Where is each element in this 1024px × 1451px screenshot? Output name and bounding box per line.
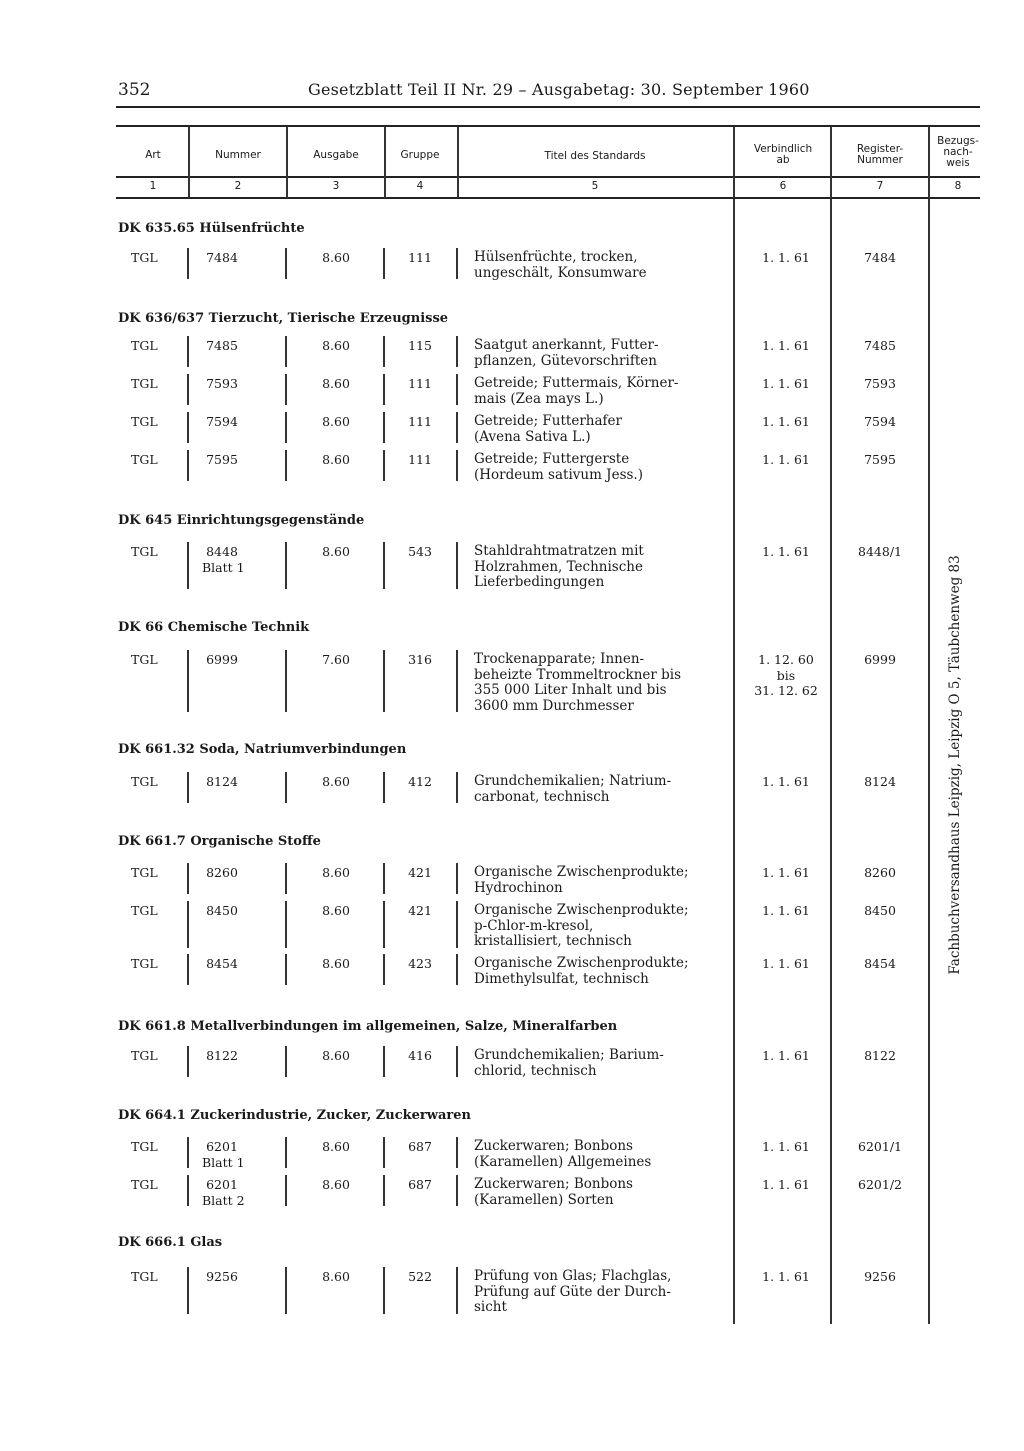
ausgabe-cell: 8.60	[322, 865, 350, 880]
titel-cell: Stahldrahtmatratzen mit Holzrahmen, Technische Lieferbedingungen	[474, 543, 644, 590]
nummer-cell: 8260	[206, 865, 238, 880]
separator-bar	[285, 412, 287, 443]
separator-bar	[383, 450, 385, 481]
separator-bar	[187, 901, 189, 948]
nummer-cell: 7595	[206, 452, 238, 467]
separator-bar	[285, 1267, 287, 1314]
art-cell: TGL	[131, 376, 158, 391]
column-separator	[384, 126, 386, 198]
register-cell: 9256	[864, 1269, 896, 1284]
verbindlich-cell: 1. 1. 61	[762, 1048, 810, 1063]
titel-cell: Zuckerwaren; Bonbons (Karamellen) Allgemeines	[474, 1138, 652, 1170]
art-cell: TGL	[131, 338, 158, 353]
column-number-5: 5	[591, 180, 599, 192]
separator-bar	[383, 336, 385, 367]
verbindlich-cell: 1. 1. 61	[762, 1269, 810, 1284]
column-rule	[928, 199, 930, 1324]
nummer-cell: 7593	[206, 376, 238, 391]
separator-bar	[383, 542, 385, 589]
verbindlich-cell: 1. 1. 61	[762, 774, 810, 789]
separator-bar	[456, 248, 458, 279]
register-cell: 7484	[864, 250, 896, 265]
verbindlich-cell: 1. 1. 61	[762, 376, 810, 391]
ausgabe-cell: 8.60	[322, 1139, 350, 1154]
ausgabe-cell: 8.60	[322, 414, 350, 429]
verbindlich-cell: 1. 1. 61	[762, 452, 810, 467]
register-cell: 8454	[864, 956, 896, 971]
column-header-4: Gruppe	[400, 149, 440, 161]
art-cell: TGL	[131, 1269, 158, 1284]
separator-bar	[187, 650, 189, 712]
register-cell: 7593	[864, 376, 896, 391]
column-number-4: 4	[416, 180, 424, 192]
separator-bar	[187, 1175, 189, 1206]
verbindlich-cell: 1. 1. 61	[762, 1177, 810, 1192]
verbindlich-cell: 1. 1. 61	[762, 956, 810, 971]
separator-bar	[285, 863, 287, 894]
titel-cell: Getreide; Futterhafer (Avena Sativa L.)	[474, 413, 622, 445]
separator-bar	[383, 1137, 385, 1168]
table-head-bottom-rule	[116, 197, 980, 199]
separator-bar	[456, 863, 458, 894]
separator-bar	[456, 1137, 458, 1168]
separator-bar	[285, 650, 287, 712]
art-cell: TGL	[131, 452, 158, 467]
ausgabe-cell: 8.60	[322, 1048, 350, 1063]
nummer-cell: 8454	[206, 956, 238, 971]
separator-bar	[285, 1046, 287, 1077]
ausgabe-cell: 8.60	[322, 452, 350, 467]
nummer-cell: 8122	[206, 1048, 238, 1063]
titel-cell: Prüfung von Glas; Flachglas, Prüfung auf Güte der Durch- sicht	[474, 1268, 672, 1315]
ausgabe-cell: 8.60	[322, 338, 350, 353]
gruppe-cell: 115	[408, 338, 432, 353]
column-header-5: Titel des Standards	[544, 150, 646, 162]
art-cell: TGL	[131, 956, 158, 971]
verbindlich-cell: 1. 1. 61	[762, 903, 810, 918]
gruppe-cell: 111	[408, 414, 432, 429]
page-title: Gesetzblatt Teil II Nr. 29 – Ausgabetag: 30. September 1960	[308, 80, 810, 99]
register-cell: 8122	[864, 1048, 896, 1063]
table-head-mid-rule	[116, 176, 980, 178]
ausgabe-cell: 7.60	[322, 652, 350, 667]
gruppe-cell: 111	[408, 376, 432, 391]
nummer-cell: 9256	[206, 1269, 238, 1284]
section-title: DK 661.32 Soda, Natriumverbindungen	[118, 742, 407, 757]
art-cell: TGL	[131, 414, 158, 429]
register-cell: 6201/1	[858, 1139, 902, 1154]
register-cell: 7594	[864, 414, 896, 429]
separator-bar	[456, 1267, 458, 1314]
separator-bar	[383, 1267, 385, 1314]
separator-bar	[285, 542, 287, 589]
ausgabe-cell: 8.60	[322, 903, 350, 918]
register-cell: 6201/2	[858, 1177, 902, 1192]
gruppe-cell: 111	[408, 250, 432, 265]
verbindlich-cell: 1. 1. 61	[762, 338, 810, 353]
separator-bar	[187, 336, 189, 367]
verbindlich-cell: 1. 12. 60 bis 31. 12. 62	[754, 652, 818, 698]
column-number-1: 1	[149, 180, 157, 192]
section-title: DK 661.8 Metallverbindungen im allgemeinen, Salze, Mineralfarben	[118, 1019, 618, 1034]
column-number-8: 8	[954, 180, 962, 192]
ausgabe-cell: 8.60	[322, 956, 350, 971]
column-rule	[733, 199, 735, 1324]
nummer-cell: 6201 Blatt 1	[202, 1139, 245, 1170]
column-separator	[457, 126, 459, 198]
titel-cell: Grundchemikalien; Barium- chlorid, technisch	[474, 1047, 664, 1079]
gruppe-cell: 421	[408, 903, 432, 918]
column-number-2: 2	[234, 180, 242, 192]
titel-cell: Hülsenfrüchte, trocken, ungeschält, Konsumware	[474, 249, 647, 281]
gruppe-cell: 421	[408, 865, 432, 880]
separator-bar	[383, 772, 385, 803]
separator-bar	[187, 1046, 189, 1077]
separator-bar	[285, 1175, 287, 1206]
section-title: DK 666.1 Glas	[118, 1235, 223, 1250]
separator-bar	[383, 1046, 385, 1077]
separator-bar	[456, 450, 458, 481]
gruppe-cell: 412	[408, 774, 432, 789]
art-cell: TGL	[131, 1139, 158, 1154]
separator-bar	[456, 772, 458, 803]
column-number-6: 6	[779, 180, 787, 192]
art-cell: TGL	[131, 1177, 158, 1192]
gruppe-cell: 423	[408, 956, 432, 971]
nummer-cell: 8450	[206, 903, 238, 918]
section-title: DK 664.1 Zuckerindustrie, Zucker, Zuckerwaren	[118, 1108, 471, 1123]
register-cell: 8124	[864, 774, 896, 789]
separator-bar	[285, 248, 287, 279]
register-cell: 8450	[864, 903, 896, 918]
separator-bar	[187, 542, 189, 589]
separator-bar	[187, 412, 189, 443]
separator-bar	[285, 1137, 287, 1168]
verbindlich-cell: 1. 1. 61	[762, 414, 810, 429]
separator-bar	[456, 412, 458, 443]
separator-bar	[383, 248, 385, 279]
gruppe-cell: 687	[408, 1139, 432, 1154]
column-number-7: 7	[876, 180, 884, 192]
gruppe-cell: 687	[408, 1177, 432, 1192]
table-head-top-rule	[116, 125, 980, 127]
verbindlich-cell: 1. 1. 61	[762, 865, 810, 880]
separator-bar	[383, 650, 385, 712]
separator-bar	[383, 901, 385, 948]
titel-cell: Getreide; Futtergerste (Hordeum sativum Jess.)	[474, 451, 643, 483]
register-cell: 6999	[864, 652, 896, 667]
register-cell: 7485	[864, 338, 896, 353]
nummer-cell: 7485	[206, 338, 238, 353]
separator-bar	[285, 374, 287, 405]
art-cell: TGL	[131, 903, 158, 918]
art-cell: TGL	[131, 652, 158, 667]
titel-cell: Organische Zwischenprodukte; Dimethylsulfat, technisch	[474, 955, 689, 987]
column-separator	[830, 126, 832, 198]
section-title: DK 645 Einrichtungsgegenstände	[118, 513, 365, 528]
separator-bar	[456, 954, 458, 985]
gruppe-cell: 543	[408, 544, 432, 559]
column-header-3: Ausgabe	[313, 149, 359, 161]
ausgabe-cell: 8.60	[322, 1269, 350, 1284]
separator-bar	[285, 772, 287, 803]
separator-bar	[456, 901, 458, 948]
separator-bar	[187, 1137, 189, 1168]
separator-bar	[456, 1046, 458, 1077]
separator-bar	[456, 650, 458, 712]
nummer-cell: 6999	[206, 652, 238, 667]
column-separator	[733, 126, 735, 198]
art-cell: TGL	[131, 774, 158, 789]
titel-cell: Saatgut anerkannt, Futter- pflanzen, Gütevorschriften	[474, 337, 659, 369]
section-title: DK 661.7 Organische Stoffe	[118, 834, 321, 849]
column-separator	[286, 126, 288, 198]
art-cell: TGL	[131, 544, 158, 559]
section-title: DK 635.65 Hülsenfrüchte	[118, 221, 305, 236]
gruppe-cell: 522	[408, 1269, 432, 1284]
page-number: 352	[118, 80, 151, 100]
header-rule	[116, 106, 980, 108]
nummer-cell: 6201 Blatt 2	[202, 1177, 245, 1208]
separator-bar	[285, 336, 287, 367]
separator-bar	[383, 1175, 385, 1206]
art-cell: TGL	[131, 865, 158, 880]
titel-cell: Trockenapparate; Innen- beheizte Trommeltrockner bis 355 000 Liter Inhalt und bis 3600 mm Durchmesser	[474, 651, 682, 714]
ausgabe-cell: 8.60	[322, 250, 350, 265]
nummer-cell: 8448 Blatt 1	[202, 544, 245, 575]
separator-bar	[456, 374, 458, 405]
gruppe-cell: 416	[408, 1048, 432, 1063]
ausgabe-cell: 8.60	[322, 774, 350, 789]
verbindlich-cell: 1. 1. 61	[762, 1139, 810, 1154]
separator-bar	[187, 954, 189, 985]
separator-bar	[456, 1175, 458, 1206]
separator-bar	[383, 374, 385, 405]
column-rule	[830, 199, 832, 1324]
column-header-1: Art	[145, 149, 161, 161]
separator-bar	[456, 542, 458, 589]
side-note: Fachbuchversandhaus Leipzig, Leipzig O 5, Täubchenweg 83	[947, 555, 963, 975]
column-header-2: Nummer	[215, 149, 261, 161]
art-cell: TGL	[131, 250, 158, 265]
titel-cell: Organische Zwischenprodukte; Hydrochinon	[474, 864, 689, 896]
gruppe-cell: 316	[408, 652, 432, 667]
verbindlich-cell: 1. 1. 61	[762, 544, 810, 559]
separator-bar	[383, 863, 385, 894]
separator-bar	[187, 863, 189, 894]
register-cell: 7595	[864, 452, 896, 467]
titel-cell: Grundchemikalien; Natrium- carbonat, technisch	[474, 773, 672, 805]
column-header-7: Register- Nummer	[856, 143, 904, 166]
separator-bar	[285, 901, 287, 948]
separator-bar	[187, 450, 189, 481]
titel-cell: Getreide; Futtermais, Körner- mais (Zea mays L.)	[474, 375, 679, 407]
nummer-cell: 7594	[206, 414, 238, 429]
section-title: DK 66 Chemische Technik	[118, 620, 310, 635]
ausgabe-cell: 8.60	[322, 544, 350, 559]
separator-bar	[285, 954, 287, 985]
verbindlich-cell: 1. 1. 61	[762, 250, 810, 265]
separator-bar	[383, 954, 385, 985]
register-cell: 8448/1	[858, 544, 902, 559]
separator-bar	[187, 772, 189, 803]
separator-bar	[285, 450, 287, 481]
column-separator	[928, 126, 930, 198]
separator-bar	[456, 336, 458, 367]
column-header-6: Verbindlich ab	[753, 143, 813, 166]
separator-bar	[187, 248, 189, 279]
nummer-cell: 8124	[206, 774, 238, 789]
ausgabe-cell: 8.60	[322, 376, 350, 391]
register-cell: 8260	[864, 865, 896, 880]
ausgabe-cell: 8.60	[322, 1177, 350, 1192]
separator-bar	[187, 1267, 189, 1314]
separator-bar	[383, 412, 385, 443]
titel-cell: Organische Zwischenprodukte; p-Chlor-m-kresol, kristallisiert, technisch	[474, 902, 689, 949]
titel-cell: Zuckerwaren; Bonbons (Karamellen) Sorten	[474, 1176, 633, 1208]
separator-bar	[187, 374, 189, 405]
nummer-cell: 7484	[206, 250, 238, 265]
section-title: DK 636/637 Tierzucht, Tierische Erzeugnisse	[118, 311, 449, 326]
column-number-3: 3	[332, 180, 340, 192]
column-separator	[188, 126, 190, 198]
gruppe-cell: 111	[408, 452, 432, 467]
column-header-8: Bezugs- nach- weis	[937, 135, 979, 169]
art-cell: TGL	[131, 1048, 158, 1063]
